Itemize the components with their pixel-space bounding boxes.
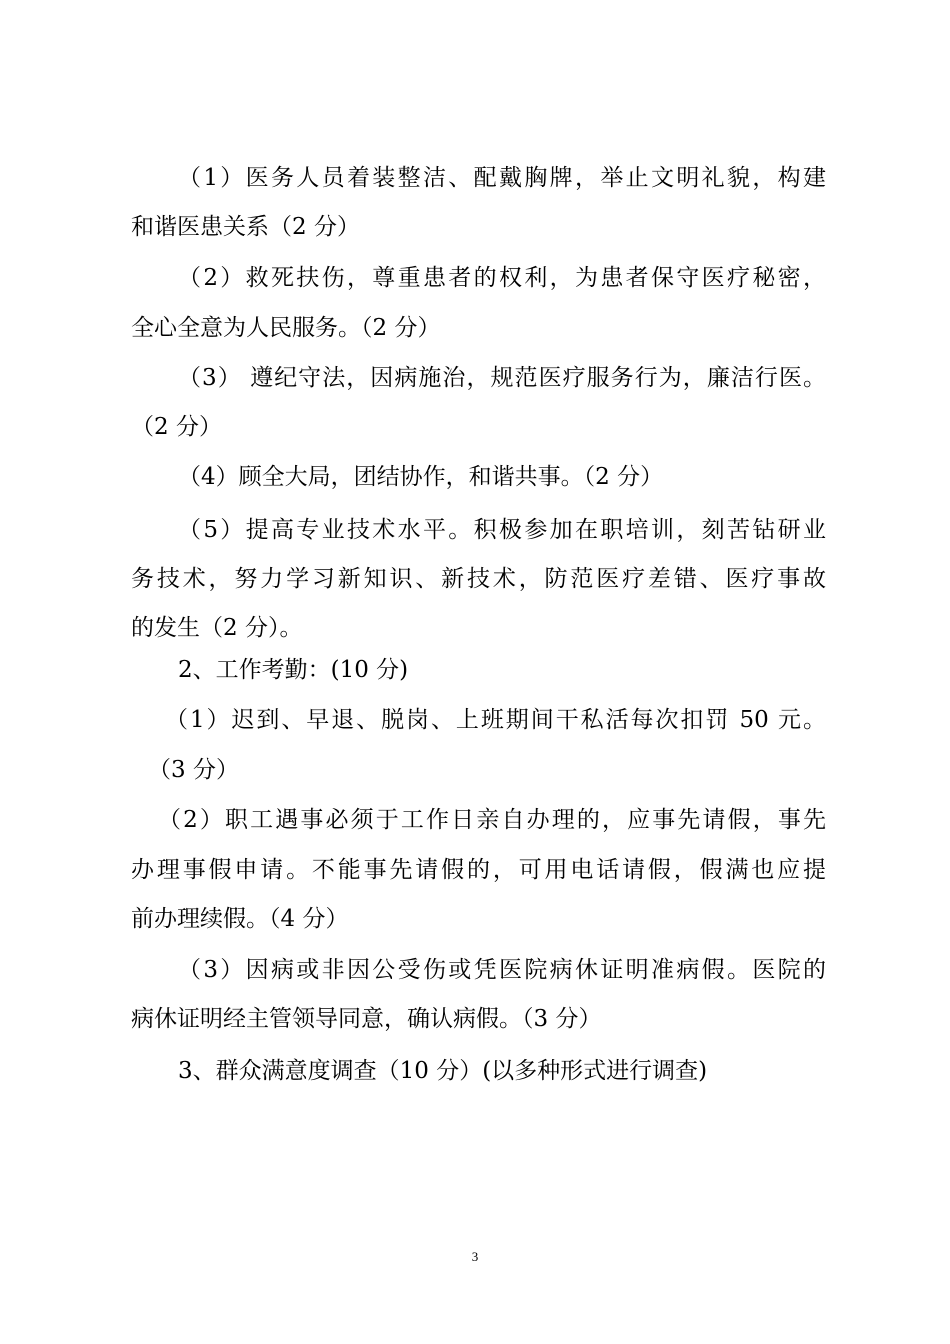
text-line: （2）救死扶伤，尊重患者的权利，为患者保守医疗秘密，	[178, 265, 826, 291]
text-line: （2）职工遇事必须于工作日亲自办理的，应事先请假，事先	[158, 807, 826, 833]
text-line: （2 分）	[131, 414, 222, 440]
text-line: 和谐医患关系（2 分）	[131, 214, 360, 240]
text-line: （3 分）	[148, 757, 239, 783]
page-number: 3	[471, 1249, 479, 1264]
text-line: 全心全意为人民服务。（2 分）	[131, 315, 441, 341]
section-heading: 3、群众满意度调查（10 分）(以多种形式进行调查)	[178, 1058, 708, 1084]
text-line: （1）迟到、早退、脱岗、上班期间干私活每次扣罚 50 元。	[165, 707, 826, 733]
text-line: （1）医务人员着装整洁、配戴胸牌，举止文明礼貌，构建	[178, 165, 826, 191]
text-line: 务技术，努力学习新知识、新技术，防范医疗差错、医疗事故	[131, 566, 826, 592]
text-line: （5）提高专业技术水平。积极参加在职培训，刻苦钻研业	[178, 517, 826, 543]
text-line: （3）因病或非因公受伤或凭医院病休证明准病假。医院的	[178, 957, 826, 983]
text-line: （4）顾全大局，团结协作，和谐共事。（2 分）	[178, 464, 664, 490]
section-heading: 2、工作考勤：(10 分)	[178, 657, 409, 683]
text-line: 办理事假申请。不能事先请假的，可用电话请假，假满也应提	[131, 857, 826, 883]
text-line: （3） 遵纪守法，因病施治，规范医疗服务行为，廉洁行医。	[178, 365, 826, 391]
text-line: 病休证明经主管领导同意，确认病假。（3 分）	[131, 1006, 602, 1032]
text-line: 前办理续假。（4 分）	[131, 906, 349, 932]
text-line: 的发生（2 分）。	[131, 615, 303, 641]
